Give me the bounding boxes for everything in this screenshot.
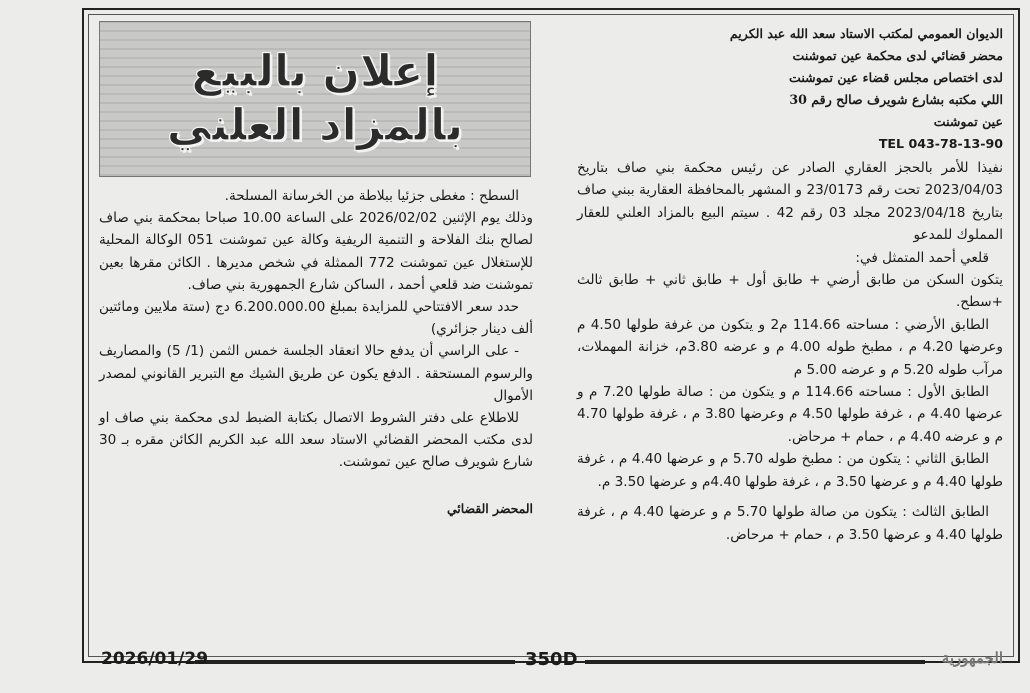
header-line: محضر قضائي لدى محكمة عين تموشنت: [792, 48, 1003, 63]
ad-price: 350D: [525, 649, 578, 670]
announcement-inner-border: [88, 14, 1014, 670]
owner-paragraph: قلعي أحمد المتمثل في:: [855, 249, 989, 266]
announcement-frame: [82, 8, 1020, 670]
phone-number: TEL 043-78-13-90: [878, 136, 1003, 151]
footer-rule-right: [585, 660, 925, 664]
header-line: الديوان العمومي لمكتب الاستاد سعد الله عبد الكريم: [729, 26, 1003, 41]
second-floor-paragraph: الطابق الثاني : يتكون من : مطبخ طوله 5.70 م و عرضها 4.40 م ، غرفة طولها 4.40 م و عرضها 3.50 م ، غرفة طولها 4.40م و عرضها 3.50 م.: [577, 451, 1003, 490]
first-floor-paragraph: الطابق الأول : مساحته 114.66 م و يتكون من : صالة طولها 7.20 م و عرضها 4.40 م ، غرفة طولها 4.50 م وعرضها 3.80 م ، غرفة طولها 4.70 م و عرضه 4.40 م ، حمام + مرحاض.: [577, 384, 1003, 445]
ground-floor-paragraph: الطابق الأرضي : مساحته 114.66 م2 و يتكون من غرفة طولها 4.50 م وعرضها 4.20 م ، مطبخ طوله 4.00 م و عرضه 3.80م، خزانة المهملات، مرآب طوله 5.20 م و عرضه 5.00 م: [577, 316, 1003, 378]
bailiff-header: [577, 23, 1003, 155]
publication-date: 2026/01/29: [101, 649, 209, 669]
title-line-2: بالمزاد العلني: [166, 100, 464, 151]
right-column: [577, 23, 1003, 546]
composition-paragraph: يتكون السكن من طابق أرضي + طابق أول + طابق ثاني + طابق ثالث +سطح.: [577, 272, 1003, 311]
roof-paragraph: السطح : مغطى جزئيا ببلاطة من الخرسانة المسلحة.: [224, 188, 519, 204]
left-column: [99, 185, 533, 520]
title-line-1: إعلان بالبيع: [191, 46, 439, 97]
title-banner: [99, 21, 531, 177]
header-line: اللي مكتبه بشارع شويرف صالح رقم 30: [789, 92, 1003, 107]
footer-rule-left: [195, 660, 515, 664]
third-floor-paragraph: الطابق الثالث : يتكون من صالة طولها 5.70 م و عرضها 4.40 م ، غرفة طولها 4.40 و عرضها 3.50 م ، حمام + مرحاض.: [577, 504, 1003, 543]
header-line: عين تموشنت: [933, 114, 1003, 129]
signature: المحضر القضائي: [446, 500, 533, 516]
opening-price-paragraph: حدد سعر الافتتاحي للمزايدة بمبلغ 6.200.000.00 دج (ستة ملايين ومائتين ألف دينار جزائري): [99, 299, 533, 338]
footer-bar: [95, 649, 1007, 673]
order-paragraph: نفيذا للأمر بالحجز العقاري الصادر عن رئيس محكمة بني صاف بتاريخ 2023/04/03 تحت رقم 23/0173 و المشهر بالمحافظة العقارية ببني صاف بتاريخ 2023/04/18 مجلد 03 رقم 42 . سيتم البيع بالمزاد العلني للعقار المملوك للمدعو: [577, 160, 1003, 244]
header-line: لدى اختصاص مجلس قضاء عين تموشنت: [788, 70, 1003, 85]
newspaper-name: الجمهورية: [941, 649, 1003, 667]
payment-terms-paragraph: - على الراسي أن يدفع حالا انعقاد الجلسة خمس الثمن (1/ 5) والمصاريف والرسوم المستحقة . الدفع يكون عن طريق الشيك مع التبرير القانوني لمصدر الأموال: [99, 343, 533, 404]
sale-date-paragraph: وذلك يوم الإثنين 2026/02/02 على الساعة 10.00 صباحا بمحكمة بني صاف لصالح بنك الفلاحة و التنمية الريفية وكالة عين تموشنت 051 الوكالة المحلية للإستغلال عين تموشنت 772 الممثلة في شخص مديرها . الكائن مقرها بعين تموشنت ضد قلعي أحمد ، الساكن شارع الجمهورية بني صاف.: [99, 210, 533, 293]
conditions-paragraph: للاطلاع على دفتر الشروط الاتصال بكتابة الضبط لدى محكمة بني صاف او لدى مكتب المحضر القضائي الاستاد سعد الله عبد الكريم الكائن مقره بـ 30 شارع شويرف صالح عين تموشنت.: [99, 410, 533, 471]
